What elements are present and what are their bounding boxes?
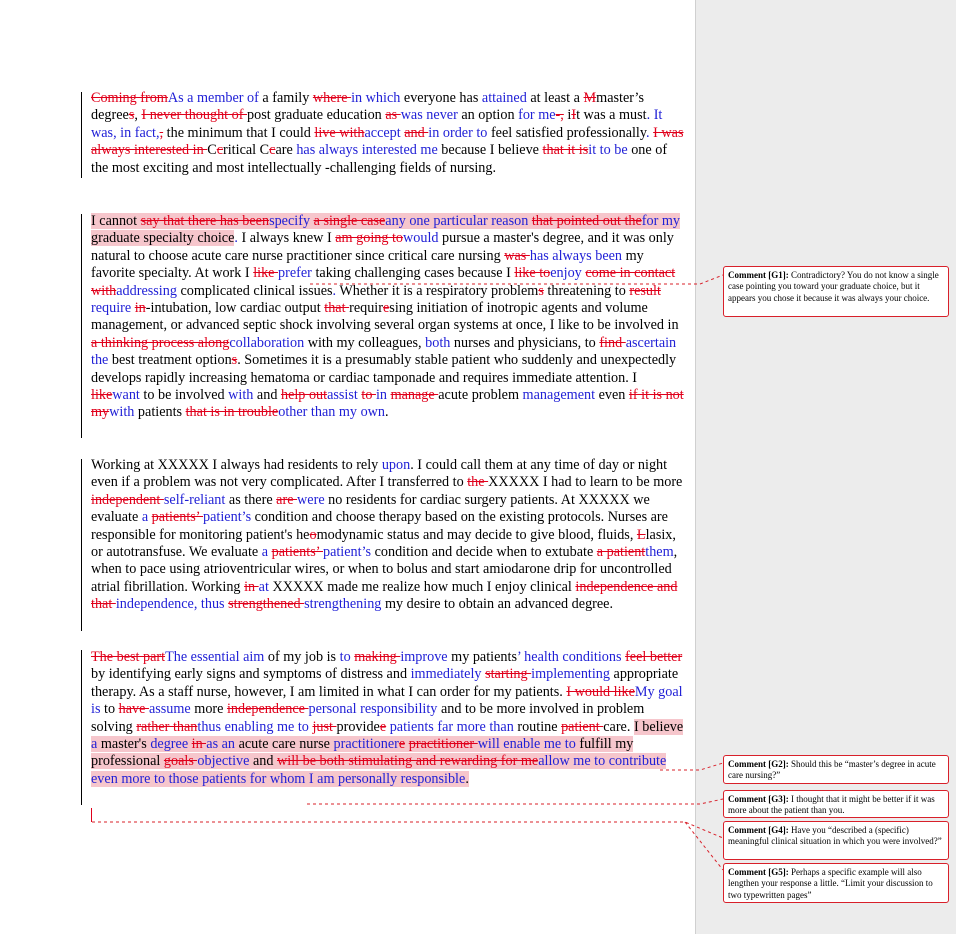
- text-run: because I believe: [437, 142, 543, 159]
- deleted-text: live with: [314, 124, 365, 141]
- deleted-text: e: [382, 300, 390, 317]
- inserted-text: prefer: [278, 265, 312, 282]
- deleted-text: e: [398, 736, 406, 753]
- text-run: complicated clinical issues: [176, 282, 333, 299]
- inserted-text: degree: [150, 736, 189, 753]
- insertion-caret: [91, 808, 92, 822]
- deleted-text: that: [324, 300, 350, 317]
- deleted-text: -,: [555, 107, 564, 124]
- inserted-text: them: [645, 544, 674, 561]
- commented-text: fulfill my professional: [91, 736, 634, 770]
- deleted-text: and: [404, 124, 429, 141]
- deleted-text: that is in trouble: [185, 404, 279, 421]
- paragraph-2[interactable]: [91, 213, 687, 422]
- deleted-text: in: [134, 300, 146, 317]
- text-run: post graduate education: [247, 107, 386, 124]
- text-run: . I could call them at any time of day or night even if a problem was not very complicated. After I transferred to: [91, 457, 668, 491]
- text-run: I always knew I: [237, 230, 336, 247]
- text-run: t was a must: [576, 107, 647, 124]
- inserted-text: .: [234, 230, 238, 247]
- text-run: taking challenging cases because I: [311, 265, 515, 282]
- deleted-text: patient: [561, 718, 604, 735]
- inserted-text: as an: [206, 736, 236, 753]
- comment-g2[interactable]: [723, 755, 949, 784]
- deleted-text: a thinking process along: [91, 334, 230, 351]
- inserted-text: improve: [400, 649, 448, 665]
- text-run: my favorite specialty.: [91, 247, 644, 282]
- inserted-text: .: [646, 124, 650, 141]
- comment-label: Comment [G4]:: [728, 825, 789, 835]
- deleted-text: starting: [485, 666, 532, 683]
- deleted-text: the: [467, 474, 489, 491]
- change-bar: [81, 92, 82, 178]
- text-run: by identifying early signs and symptoms of distress and: [91, 666, 411, 683]
- deleted-text: c: [269, 142, 276, 159]
- inserted-text: both: [425, 334, 451, 351]
- inserted-text: accept: [364, 124, 401, 141]
- deleted-text: s: [231, 352, 238, 369]
- deleted-text: making: [354, 649, 401, 665]
- inserted-text: in order to: [428, 124, 488, 141]
- text-run: best treatment option: [108, 352, 232, 369]
- comment-text: Have you “described a (specific) meaningful clinical situation in which you were involved?”: [728, 825, 942, 847]
- text-run: even: [595, 387, 629, 404]
- deleted-text: are: [276, 491, 298, 508]
- inserted-text: with: [109, 404, 135, 421]
- deleted-text: L: [636, 526, 646, 543]
- deleted-text: in: [191, 736, 207, 753]
- deleted-text: I would like: [566, 683, 635, 700]
- deleted-text: feel better: [625, 649, 683, 665]
- deleted-text: independence and that: [91, 578, 678, 613]
- deleted-text: like to: [514, 265, 551, 282]
- inserted-text: in which: [351, 90, 401, 106]
- inserted-text: it to be: [588, 142, 628, 159]
- inserted-text: patient’s: [322, 544, 372, 561]
- deleted-text: have: [118, 701, 149, 718]
- deleted-text: like: [91, 387, 113, 404]
- deleted-text: a single case: [313, 213, 386, 229]
- deleted-text: just: [312, 718, 337, 735]
- deleted-text: find: [599, 334, 626, 351]
- inserted-text: practitioner: [333, 736, 399, 753]
- inserted-text: ’ health conditions: [516, 649, 622, 665]
- comment-g4[interactable]: [723, 821, 949, 860]
- deleted-text: The best part: [91, 649, 166, 665]
- inserted-text: would: [403, 230, 439, 247]
- commented-text: I cannot: [91, 213, 141, 229]
- inserted-text: has always been: [529, 247, 623, 264]
- deleted-text: that it is: [542, 142, 589, 159]
- deleted-text: I never thought of: [141, 107, 248, 124]
- text-run: , when to pace using atrioventricular wires, or when to bolus and start amiodarone drip for uncontrolled atrial fibrillation. Working: [91, 544, 678, 595]
- text-run: XXXXX I had to learn to be more: [488, 474, 683, 491]
- text-run: Working at XXXXX I always had residents to rely: [91, 457, 382, 473]
- deleted-text: e: [379, 718, 387, 735]
- text-run: sing initiation of inotropic agents and volume management, or advanced septic shock involving several organ systems at once, I like to be involved in: [91, 300, 679, 334]
- text-run: XXXXX made me realize how much I enjoy clinical: [268, 578, 576, 595]
- text-run: -intubation, low cardiac output: [145, 300, 325, 317]
- inserted-text: assist: [327, 387, 358, 404]
- deleted-text: s: [538, 282, 544, 299]
- inserted-text: patients far more than: [389, 718, 514, 735]
- commented-text: master's: [97, 736, 151, 753]
- deleted-text: a patient: [596, 544, 646, 561]
- comment-g1[interactable]: [723, 266, 949, 317]
- text-run: i: [563, 107, 572, 124]
- text-run: provide: [336, 718, 380, 735]
- inserted-text: enjoy: [550, 265, 582, 282]
- text-run: my patients: [447, 649, 517, 665]
- text-run: one of the most exciting and most intellectually -challenging fields of nursing.: [91, 142, 668, 176]
- text-run: the minimum that I could: [163, 124, 315, 141]
- paragraph-1[interactable]: [91, 90, 687, 177]
- text-run: acute problem: [438, 387, 523, 404]
- inserted-text: My goal is: [91, 683, 683, 718]
- text-run: nurses and physicians, to: [450, 334, 600, 351]
- text-run: as there: [225, 491, 277, 508]
- text-run: pursue a master's degree, and it was only natural to choose acute care nurse practitioner since critical care nursing: [91, 230, 674, 264]
- text-run: everyone has: [400, 90, 482, 106]
- deleted-text: practitioner: [408, 736, 478, 753]
- inserted-text: collaboration: [229, 334, 305, 351]
- inserted-text: The essential aim: [165, 649, 265, 665]
- text-run: at least a: [526, 90, 584, 106]
- deleted-text: will be both stimulating and rewarding for me: [277, 753, 539, 770]
- deleted-text: help out: [280, 387, 328, 404]
- commented-text: acute care nurse: [235, 736, 334, 753]
- deleted-text: to: [361, 387, 376, 404]
- text-run: patients: [134, 404, 186, 421]
- inserted-text: As a member of: [167, 90, 259, 106]
- text-run: feel satisfied professionally: [487, 124, 647, 141]
- text-run: to be involved: [139, 387, 229, 404]
- deleted-text: patients’: [271, 544, 323, 561]
- text-run: lasix, or autotransfuse. We evaluate: [91, 526, 676, 561]
- deleted-text: was: [504, 247, 530, 264]
- comment-g3[interactable]: [723, 790, 949, 818]
- deleted-text: am going to: [335, 230, 404, 247]
- inserted-text: patient’s: [203, 509, 252, 526]
- inserted-text: self-reliant: [163, 491, 226, 508]
- deleted-text: come in contact with: [91, 265, 676, 299]
- text-run: Whether it is a respiratory problem: [336, 282, 539, 299]
- text-run: and to be more involved in problem solving: [91, 701, 645, 735]
- text-run: care.: [603, 718, 634, 735]
- comment-text: Should this be “master’s degree in acute care nursing?”: [728, 759, 936, 781]
- inserted-text: immediately: [410, 666, 482, 683]
- inserted-text: was never: [400, 107, 458, 124]
- text-run: to: [100, 701, 119, 718]
- deleted-text: strengthened: [228, 596, 305, 613]
- inserted-text: has always interested me: [296, 142, 438, 159]
- deleted-text: ,: [159, 124, 164, 141]
- deleted-text: result: [629, 282, 661, 299]
- text-run: no residents for cardiac surgery patients. At XXXXX we evaluate: [91, 491, 650, 526]
- inserted-text: to: [339, 649, 351, 665]
- text-run: requir: [349, 300, 383, 317]
- deleted-text: c: [216, 142, 224, 159]
- inserted-text: strengthening: [304, 596, 382, 613]
- inserted-text: thus enabling me to: [197, 718, 309, 735]
- comment-label: Comment [G2]:: [728, 759, 789, 769]
- text-run: . Sometimes it is a presumably stable patient who suddenly and unexpectedly develops rapidly increasing hematoma or cardiac tamponade and requires immediate attention. I: [91, 352, 677, 386]
- commented-text: and: [249, 753, 277, 770]
- deleted-text: rather than: [136, 718, 198, 735]
- text-run: with my colleagues,: [304, 334, 426, 351]
- text-run: ritical C: [223, 142, 270, 159]
- inserted-text: addressing: [116, 282, 177, 299]
- inserted-text: assume: [148, 701, 191, 718]
- comment-g5[interactable]: [723, 863, 949, 903]
- text-run: ,: [134, 107, 142, 124]
- comment-label: Comment [G1]:: [728, 270, 789, 280]
- inserted-text: want: [112, 387, 140, 404]
- change-bar: [81, 650, 82, 805]
- commented-text: .: [465, 770, 469, 787]
- change-bar: [81, 459, 82, 631]
- paragraph-3[interactable]: [91, 457, 687, 614]
- inserted-text: independence, thus: [115, 596, 225, 613]
- deleted-text: independence: [226, 701, 309, 718]
- inserted-text: will enable me to: [477, 736, 576, 753]
- comment-label: Comment [G3]:: [728, 794, 789, 804]
- inserted-text: personal responsibility: [308, 701, 438, 718]
- deleted-text: goals: [163, 753, 198, 770]
- paragraph-4[interactable]: [91, 649, 687, 788]
- deleted-text: where: [312, 90, 352, 106]
- text-run: modynamic status and may decide to give blood, fluids,: [316, 526, 637, 543]
- comment-text: Contradictory? You do not know a single case pointing you toward your graduate choice, but it appears you chose it because it was always your choice.: [728, 270, 939, 303]
- text-run: of my job is: [264, 649, 340, 665]
- deleted-text: like: [253, 265, 279, 282]
- inserted-text: with: [228, 387, 254, 404]
- inserted-text: implementing: [531, 666, 610, 683]
- deleted-text: I was always interested in: [91, 124, 684, 159]
- deleted-text: that pointed out the: [531, 213, 642, 229]
- inserted-text: for me: [518, 107, 556, 124]
- text-run: an option: [457, 107, 519, 124]
- commented-text: graduate specialty choice: [91, 230, 235, 247]
- deleted-text: as: [385, 107, 401, 124]
- comment-text: Perhaps a specific example will also lengthen your response a little. “Limit your discussion to two typewritten pages”: [728, 867, 933, 900]
- inserted-text: .: [332, 282, 337, 299]
- inserted-text: specify: [269, 213, 311, 229]
- inserted-text: for my: [641, 213, 681, 229]
- inserted-text: . It was, in fact,: [91, 107, 663, 141]
- deleted-text: manage: [390, 387, 439, 404]
- text-run: more: [190, 701, 227, 718]
- inserted-text: require: [91, 300, 132, 317]
- inserted-text: a: [261, 544, 269, 561]
- inserted-text: any one particular reason: [385, 213, 529, 229]
- text-run: my desire to obtain an advanced degree.: [381, 596, 614, 613]
- inserted-text: upon: [381, 457, 411, 473]
- text-run: .: [385, 404, 389, 421]
- inserted-text: management: [522, 387, 596, 404]
- commented-text: I believe: [633, 718, 684, 735]
- inserted-text: objective: [197, 753, 250, 770]
- text-run: condition and choose therapy based on the existing protocols. Nurses are responsible for monitoring patient's he: [91, 509, 668, 543]
- inserted-text: in: [375, 387, 388, 404]
- deleted-text: if it is not my: [91, 387, 684, 421]
- deleted-text: patients’: [151, 509, 204, 526]
- text-run: routine: [513, 718, 562, 735]
- text-run: a family: [258, 90, 313, 106]
- change-bar: [81, 214, 82, 438]
- deleted-text: in: [244, 578, 259, 595]
- text-run: threatening to: [543, 282, 630, 299]
- text-run: condition and decide when to extubate: [371, 544, 597, 561]
- text-run: and: [253, 387, 281, 404]
- text-run: master’s degree: [91, 90, 644, 124]
- inserted-text: at: [258, 578, 269, 595]
- deleted-text: M: [583, 90, 597, 106]
- inserted-text: allow me to contribute even more to those patients for whom I am personally responsible: [91, 753, 667, 787]
- deleted-text: s: [128, 107, 135, 124]
- deleted-text: Coming from: [91, 90, 168, 106]
- inserted-text: ascertain the: [91, 334, 677, 369]
- inserted-text: a: [91, 736, 98, 753]
- text-run: C: [207, 142, 217, 159]
- comment-label: Comment [G5]:: [728, 867, 789, 877]
- deleted-text: o: [309, 526, 317, 543]
- text-run: are: [275, 142, 297, 159]
- deleted-text: say that there has been: [140, 213, 270, 229]
- comment-text: I thought that it might be better if it was more about the patient than you.: [728, 794, 935, 816]
- text-run: At work I: [194, 265, 254, 282]
- text-run: appropriate therapy. As a staff nurse, however, I am limited in what I can order for my patients.: [91, 666, 679, 700]
- inserted-text: attained: [481, 90, 527, 106]
- inserted-text: were: [297, 491, 325, 508]
- deleted-text: independent: [91, 491, 164, 508]
- deleted-text: I: [571, 107, 577, 124]
- inserted-text: a: [141, 509, 149, 526]
- inserted-text: other than my own: [278, 404, 385, 421]
